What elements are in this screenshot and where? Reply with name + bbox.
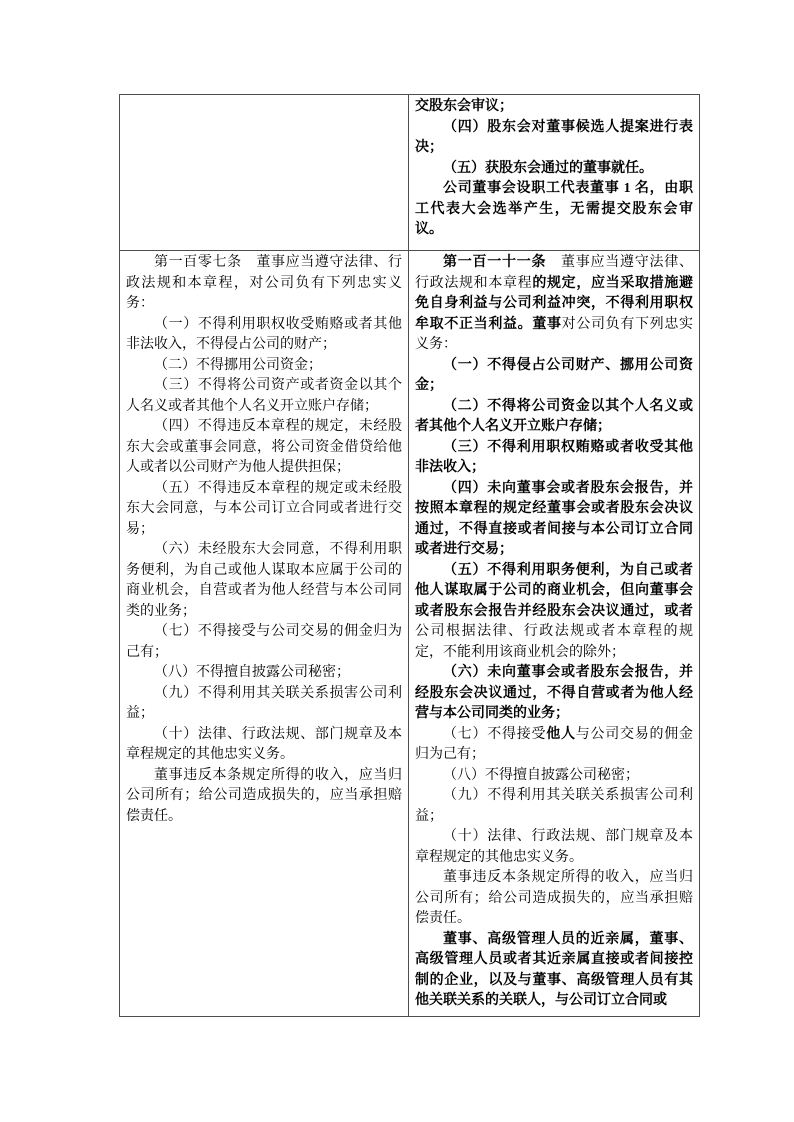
text-run: （一）不得利用职权收受贿赂或者其他非法收入，不得侵占公司的财产；: [126, 316, 402, 352]
bold-text-run: （三）不得利用职权贿赂或者收受其他非法收入；: [415, 439, 693, 475]
paragraph: [126, 684, 402, 725]
text-run: （八）不得擅自披露公司秘密；: [443, 767, 639, 783]
text-run: （二）不得挪用公司资金；: [154, 357, 322, 373]
paragraph: [415, 827, 693, 868]
paragraph: [415, 179, 693, 241]
old-clause-continuation-cell: [120, 95, 409, 251]
paragraph: [415, 930, 693, 1012]
text-run: 与公司交易的佣金归为己有；: [415, 726, 693, 762]
paragraph: [415, 868, 693, 930]
paragraph: [415, 766, 693, 787]
bold-text-run: （一）不得侵占公司财产、挪用公司资金；: [415, 357, 693, 393]
paragraph: [126, 622, 402, 663]
text-run: （十）法律、行政法规、部门规章及本章程规定的其他忠实义务。: [415, 829, 693, 865]
bold-text-run: 他人: [546, 726, 576, 742]
bold-text-run: （六）未向董事会或者股东会报告，并经股东会决议通过，不得自营或者为他人经营与本公司同类的业务；: [415, 665, 693, 721]
text-run: （三）不得将公司资产或者资金以其个人名义或者其他个人名义开立账户存储；: [126, 378, 402, 414]
text-run: （七）不得接受: [443, 726, 547, 742]
text-run: （九）不得利用其关联关系损害公司利益；: [126, 685, 402, 721]
text-run: 董事违反本条规定所得的收入，应当归公司所有；给公司造成损失的，应当承担赔偿责任。: [415, 870, 693, 926]
paragraph: [415, 397, 693, 438]
paragraph: [415, 438, 693, 479]
paragraph: [126, 315, 402, 356]
text-run: 对公司负有下列忠实义务：: [415, 316, 694, 352]
paragraph: [126, 540, 402, 622]
text-run: 第一百零七条 董事应当遵守法律、行政法规和本章程，对公司负有下列忠实义务：: [126, 255, 402, 311]
paragraph: [126, 766, 402, 828]
comparison-table-body: [120, 95, 700, 1017]
paragraph: [126, 356, 402, 377]
article-111-cell: [409, 251, 700, 1017]
text-run: 公司根据法律、行政法规或者本章程的规定，不能利用该商业机会的除外；: [415, 624, 693, 660]
bold-text-run: （四）未向董事会或者股东会报告，并按照本章程的规定经董事会或者股东会决议通过，不得直接或者间接与本公司订立合同或者进行交易；: [415, 480, 693, 557]
text-run: （八）不得擅自披露公司秘密；: [154, 665, 350, 680]
paragraph: [415, 118, 693, 159]
bold-text-run: 的规定，应当采取措施避免自身利益与公司利益冲突，不得利用职权牟取不正当利益。董事: [415, 275, 694, 332]
bold-text-run: 交股东会审议；: [415, 99, 513, 114]
paragraph: [126, 725, 402, 766]
bold-text-run: （五）不得利用职务便利，为自己或者他人谋取属于公司的商业机会，但向董事会或者股东会报告并经股东会决议通过，或者: [415, 562, 693, 619]
table-row: [120, 95, 700, 251]
bold-text-run: 董事、高级管理人员的近亲属，董事、高级管理人员或者其近亲属直接或者间接控制的企业，以及与董事、高级管理人员有其他关联关系的关联人，与公司订立合同或: [415, 931, 693, 1008]
paragraph: [415, 786, 693, 827]
bold-text-run: （二）不得将公司资金以其个人名义或者其他个人名义开立账户存储；: [415, 398, 693, 434]
text-run: （九）不得利用其关联关系损害公司利益；: [415, 788, 693, 824]
comparison-table: [119, 94, 700, 1017]
bold-text-run: （五）获股东会通过的董事就任。: [443, 160, 653, 176]
text-run: 董事应当遵守法律、行政法规和本章程: [415, 255, 693, 291]
article-107-cell: [120, 251, 409, 1017]
text-run: （四）不得违反本章程的规定，未经股东大会或董事会同意，将公司资金借贷给他人或者以公司财产为他人提供担保；: [126, 419, 402, 475]
text-run: （七）不得接受与公司交易的佣金归为己有；: [126, 624, 402, 660]
paragraph: [415, 97, 693, 118]
text-run: 董事违反本条规定所得的收入，应当归公司所有；给公司造成损失的，应当承担赔偿责任。: [126, 767, 402, 824]
text-run: （十）法律、行政法规、部门规章及本章程规定的其他忠实义务。: [126, 726, 402, 762]
paragraph: [415, 561, 693, 664]
paragraph: [126, 253, 402, 315]
paragraph: [415, 725, 693, 766]
paragraph: [415, 663, 693, 725]
bold-text-run: 公司董事会设职工代表董事 1 名，由职工代表大会选举产生，无需提交股东会审议。: [415, 181, 693, 237]
text-run: （六）未经股东大会同意，不得利用职务便利，为自己或他人谋取本应属于公司的商业机会，自营或者为他人经营与本公司同类的业务；: [126, 542, 402, 619]
paragraph: [126, 376, 402, 417]
text-run: （五）不得违反本章程的规定或未经股东大会同意，与本公司订立合同或者进行交易；: [126, 480, 402, 537]
paragraph: [415, 253, 693, 356]
bold-text-run: （四）股东会对董事候选人提案进行表决；: [415, 119, 693, 155]
bold-text-run: 第一百一十一条: [443, 255, 547, 270]
new-clause-continuation-cell: [409, 95, 700, 251]
paragraph: [126, 417, 402, 479]
paragraph: [415, 356, 693, 397]
paragraph: [415, 479, 693, 561]
paragraph: [126, 663, 402, 684]
paragraph: [126, 479, 402, 541]
table-row: [120, 251, 700, 1017]
paragraph: [415, 159, 693, 180]
